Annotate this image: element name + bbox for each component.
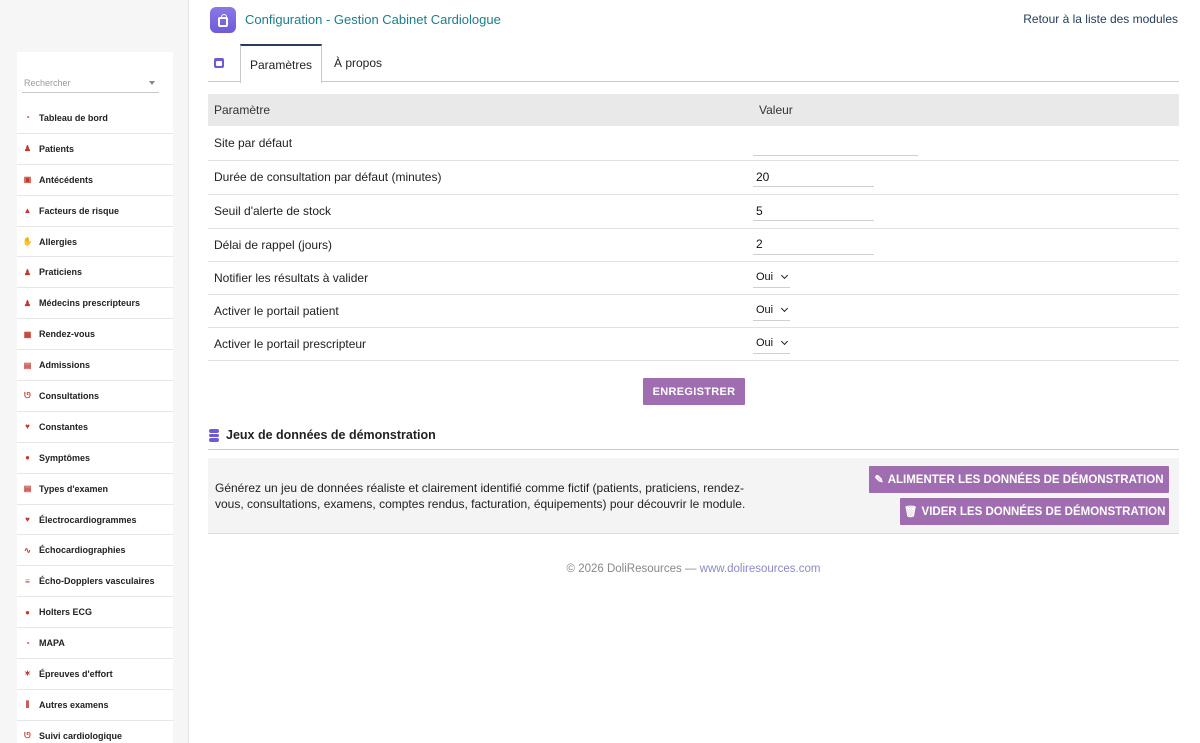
sidebar-item[interactable]	[17, 659, 173, 690]
table-row	[208, 261, 1179, 294]
seed-demo-data-label: ALIMENTER LES DONNÉES DE DÉMONSTRATION	[887, 473, 1164, 486]
tab-bar	[208, 44, 1179, 82]
sidebar-item[interactable]	[17, 628, 173, 659]
sidebar-item[interactable]	[17, 381, 173, 412]
footer-copyright: © 2026 DoliResources —	[566, 563, 700, 575]
sidebar-item[interactable]	[17, 412, 173, 443]
sidebar-item-label: Écho-Dopplers vasculaires	[39, 576, 155, 587]
table-row	[208, 294, 1179, 327]
param-value-cell	[753, 327, 1179, 360]
param-value-cell	[753, 126, 1179, 160]
heart-pulse-icon: ♥	[25, 515, 30, 525]
sidebar-item[interactable]	[17, 103, 173, 134]
save-button[interactable]: ENREGISTRER	[643, 378, 745, 405]
param-label: Notifier les résultats à valider	[208, 261, 753, 294]
sidebar-item-label: Types d'examen	[39, 483, 109, 494]
sidebar-item-label: Autres examens	[39, 699, 109, 710]
demo-section-heading	[208, 424, 1179, 450]
module-bag-icon	[210, 7, 236, 33]
sidebar-item-label: Suivi cardiologique	[39, 730, 123, 741]
select-value: Oui	[756, 304, 774, 316]
demo-section-box	[208, 458, 1179, 534]
search-placeholder: Rechercher	[24, 78, 71, 88]
sidebar-menu	[17, 103, 173, 743]
sidebar-item-label: Constantes	[39, 421, 89, 432]
select-value: Oui	[756, 337, 774, 349]
table-row	[208, 194, 1179, 228]
sidebar-item[interactable]	[17, 165, 173, 196]
sidebar-item-label: Patients	[39, 143, 75, 154]
sidebar-item[interactable]	[17, 535, 173, 566]
param-value-cell	[753, 261, 1179, 294]
warning-icon: ▲	[23, 206, 32, 216]
calendar-icon: ▦	[23, 329, 32, 339]
clipboard-icon: ▤	[23, 360, 32, 370]
sidebar-item[interactable]	[17, 257, 173, 288]
user-injured-icon: ♟	[23, 144, 32, 154]
column-header-parametre: Paramètre	[208, 94, 753, 126]
sidebar-item-label: Tableau de bord	[39, 112, 108, 123]
table-row	[208, 160, 1179, 194]
search-input[interactable]	[22, 73, 159, 93]
sidebar-item-label: Médecins prescripteurs	[39, 298, 141, 309]
stream-icon: ≡	[25, 576, 30, 586]
sidebar-item-label: Épreuves d'effort	[39, 668, 113, 679]
user-md-icon: ♟	[23, 267, 32, 277]
table-row	[208, 327, 1179, 360]
sidebar-item[interactable]	[17, 690, 173, 721]
sidebar-item-label: Facteurs de risque	[39, 205, 120, 216]
sidebar	[0, 0, 189, 743]
chevron-down-icon[interactable]	[149, 81, 155, 85]
purge-demo-data-label: VIDER LES DONNÉES DE DÉMONSTRATION	[921, 505, 1166, 518]
param-label: Site par défaut	[208, 126, 753, 160]
magic-wand-icon: ✎	[874, 474, 884, 486]
file-medical-icon: ▣	[23, 175, 32, 185]
stethoscope-icon: ᘎ	[24, 730, 31, 740]
wave-icon: ∿	[24, 545, 31, 555]
running-icon: ✶	[24, 669, 31, 679]
page-title: Configuration - Gestion Cabinet Cardiologue	[245, 12, 501, 27]
tachometer-icon: ◔	[25, 638, 30, 648]
trash-icon: 🗑	[903, 506, 918, 518]
seuil-alerte-stock-input[interactable]	[753, 201, 874, 221]
sidebar-item[interactable]	[17, 443, 173, 474]
table-header-row	[208, 94, 1179, 126]
sidebar-item-label: Rendez-vous	[39, 329, 96, 340]
param-label: Durée de consultation par défaut (minutes)	[208, 160, 753, 194]
sidebar-item-label: Allergies	[39, 236, 78, 247]
sidebar-item-label: Consultations	[39, 390, 99, 401]
module-tab-icon[interactable]	[214, 58, 224, 68]
site-par-defaut-input[interactable]	[753, 136, 918, 156]
list-icon: ▤	[23, 484, 32, 494]
chevron-down-icon	[781, 272, 788, 279]
sidebar-item[interactable]	[17, 134, 173, 165]
delai-rappel-input[interactable]	[753, 235, 874, 255]
heartbeat-icon: ♥	[25, 422, 30, 432]
param-label: Activer le portail patient	[208, 294, 753, 327]
param-label: Délai de rappel (jours)	[208, 228, 753, 261]
back-to-modules-link[interactable]: Retour à la liste des modules	[1023, 12, 1178, 26]
portail-prescripteur-select[interactable]	[753, 334, 790, 354]
portail-patient-select[interactable]	[753, 301, 790, 321]
database-icon	[209, 429, 219, 442]
sidebar-item[interactable]	[17, 319, 173, 350]
chevron-down-icon	[781, 338, 788, 345]
sidebar-item[interactable]	[17, 721, 173, 743]
sidebar-item[interactable]	[17, 288, 173, 319]
sidebar-item-label: Antécédents	[39, 174, 94, 185]
purge-demo-data-button[interactable]	[900, 498, 1169, 525]
sidebar-item-label: Électrocardiogrammes	[39, 514, 137, 525]
sidebar-item-label: Holters ECG	[39, 607, 93, 618]
param-label: Seuil d'alerte de stock	[208, 194, 753, 228]
sidebar-item[interactable]	[17, 350, 173, 381]
hand-icon: ✋	[22, 237, 33, 246]
column-header-valeur: Valeur	[753, 94, 1179, 126]
sidebar-item[interactable]	[17, 566, 173, 597]
param-value-cell	[753, 228, 1179, 261]
select-value: Oui	[756, 271, 774, 283]
sidebar-item-label: Échocardiographies	[39, 545, 126, 556]
sidebar-item[interactable]	[17, 474, 173, 505]
sidebar-item[interactable]	[17, 597, 173, 628]
seed-demo-data-button[interactable]	[869, 466, 1169, 493]
param-label: Activer le portail prescripteur	[208, 327, 753, 360]
stethoscope-icon: ᘎ	[24, 390, 31, 400]
parameters-table	[208, 94, 1179, 361]
sidebar-item-label: Admissions	[39, 360, 91, 371]
gauge-icon: ◔	[25, 113, 30, 123]
sidebar-item[interactable]	[17, 227, 173, 258]
doctor-icon: ♟	[23, 298, 32, 308]
sidebar-item-label: Symptômes	[39, 452, 91, 463]
param-value-cell	[753, 294, 1179, 327]
vials-icon: ⫼	[25, 699, 30, 709]
footer-website-link[interactable]: www.doliresources.com	[699, 563, 821, 575]
head-icon: ●	[25, 453, 30, 463]
param-value-cell	[753, 160, 1179, 194]
demo-section-title: Jeux de données de démonstration	[226, 428, 436, 442]
chevron-down-icon	[781, 305, 788, 312]
duree-consultation-input[interactable]	[753, 167, 874, 187]
tab-a-propos[interactable]: À propos	[334, 56, 383, 70]
tab-parametres[interactable]: Paramètres	[240, 44, 322, 83]
demo-description: Générez un jeu de données réaliste et clairement identifié comme fictif (patients, praticiens, rendez-vous, consultations, examens, comptes rendus, facturation, équipements) pour découvrir le module.	[215, 481, 746, 511]
sidebar-item[interactable]	[17, 505, 173, 536]
sidebar-item-label: MAPA	[39, 638, 65, 649]
table-row	[208, 228, 1179, 261]
param-value-cell	[753, 194, 1179, 228]
footer	[208, 563, 1179, 575]
notifier-resultats-select[interactable]	[753, 268, 790, 288]
sidebar-item-label: Praticiens	[39, 267, 83, 278]
sidebar-item[interactable]	[17, 196, 173, 227]
clock-icon: ●	[25, 607, 30, 617]
table-row	[208, 126, 1179, 160]
